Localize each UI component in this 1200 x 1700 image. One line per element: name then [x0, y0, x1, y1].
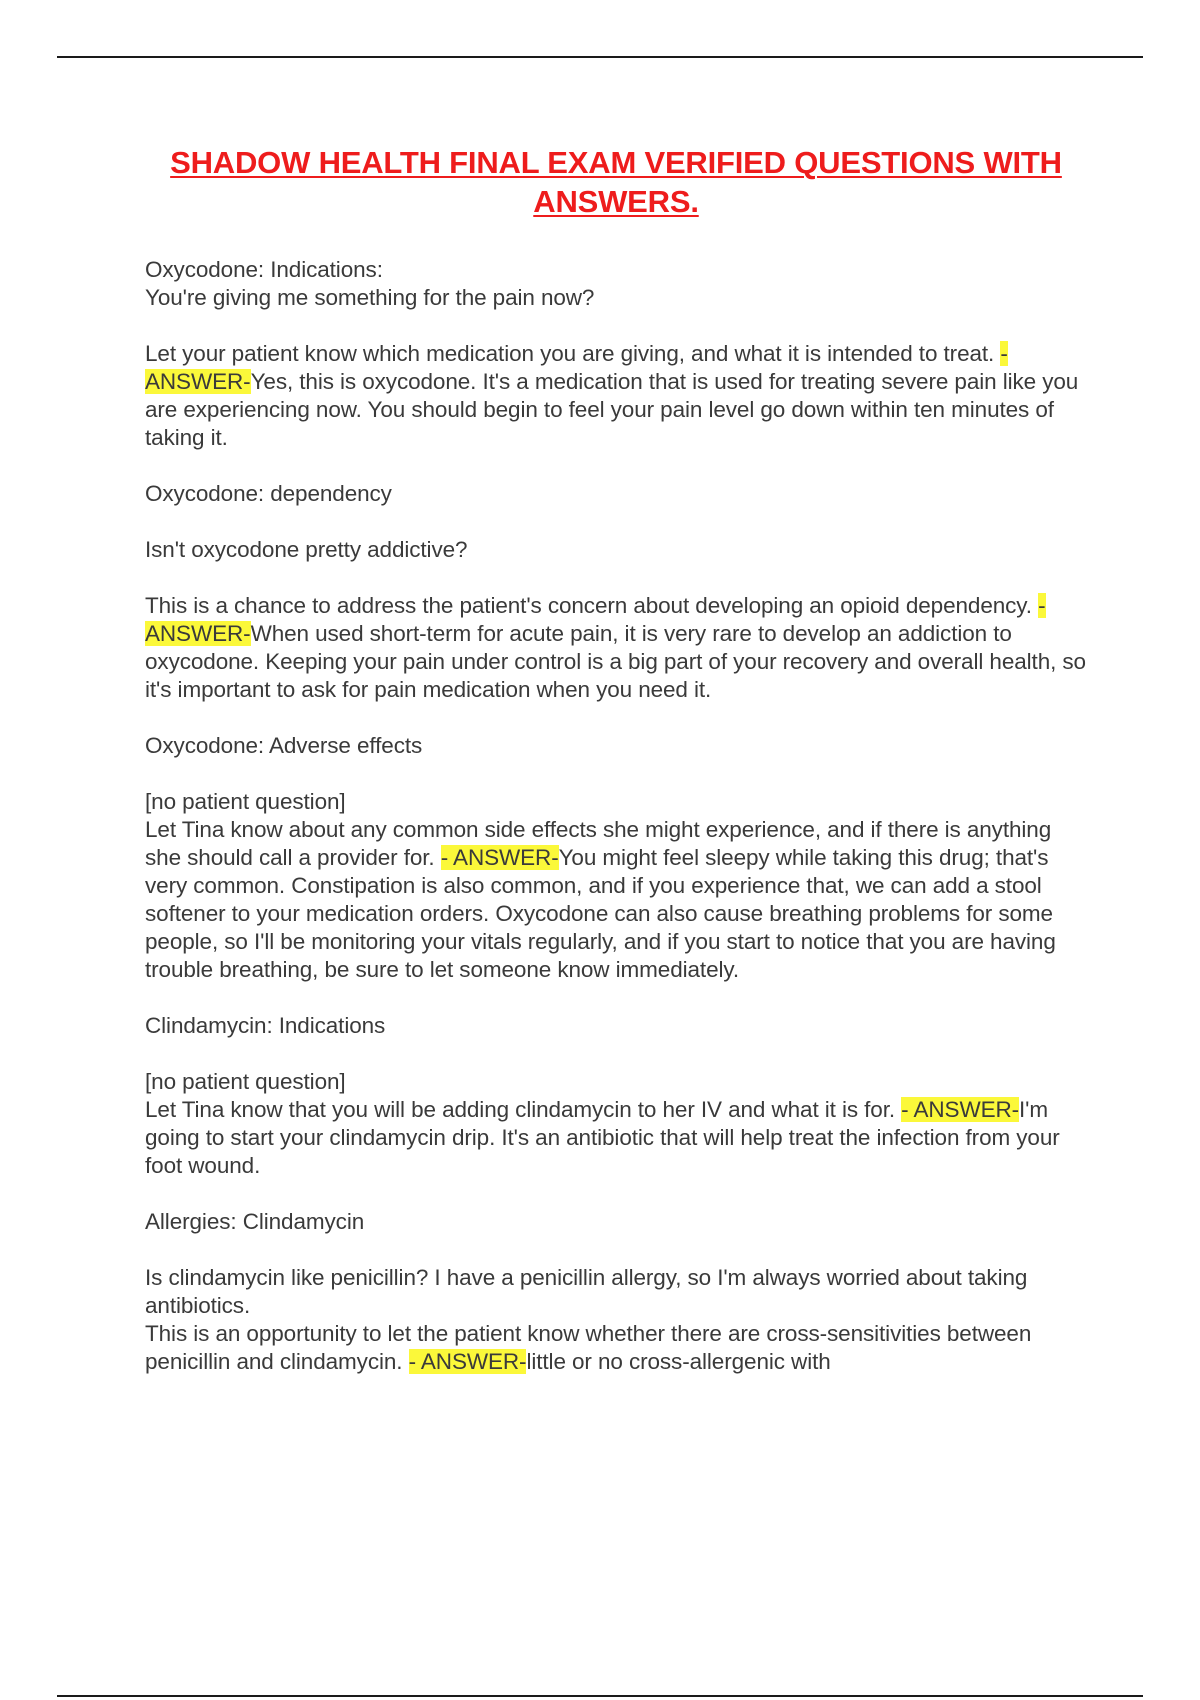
answer-marker: - ANSWER- [901, 1097, 1020, 1122]
answer-text: Yes, this is oxycodone. It's a medication that is used for treating severe pain like you are experiencing now. You should begin to feel your pain level go down within ten minutes of taking it. [145, 369, 1079, 450]
patient-question: [no patient question] [145, 789, 346, 814]
qa-paragraph [145, 592, 1090, 704]
answer-text: When used short-term for acute pain, it is very rare to develop an addiction to oxycodone. Keeping your pain under control is a big part of your recovery and overall health, so it's important to ask for pain medication when you need it. [145, 621, 1086, 702]
section-heading: Oxycodone: Indications: [145, 257, 383, 282]
answer-marker: - ANSWER- [145, 593, 1046, 646]
answer-marker: - ANSWER- [440, 845, 559, 870]
prompt-text: Let Tina know about any common side effects she might experience, and if there is anything she should call a provider for. [145, 817, 1052, 870]
document-title: SHADOW HEALTH FINAL EXAM VERIFIED QUESTIONS WITH ANSWERS. [170, 145, 1062, 219]
patient-question: You're giving me something for the pain now? [145, 285, 595, 310]
document-body [145, 256, 1090, 1404]
answer-marker: - ANSWER- [408, 1349, 527, 1374]
prompt-text: Let Tina know that you will be adding clindamycin to her IV and what it is for. [145, 1097, 896, 1122]
patient-question: [no patient question] [145, 1069, 346, 1094]
answer-marker: - ANSWER- [145, 341, 1008, 394]
patient-question: Is clindamycin like penicillin? I have a penicillin allergy, so I'm always worried about taking antibiotics. [145, 1265, 1028, 1318]
qa-paragraph [145, 1096, 1090, 1180]
qa-paragraph [145, 1320, 1090, 1376]
prompt-text: This is an opportunity to let the patient know whether there are cross-sensitivities between penicillin and clindamycin. [145, 1321, 1032, 1374]
qa-paragraph [145, 340, 1090, 452]
answer-text: I'm going to start your clindamycin drip. It's an antibiotic that will help treat the infection from your foot wound. [145, 1097, 1060, 1178]
section-heading: Oxycodone: Adverse effects [145, 733, 423, 758]
section-heading: Clindamycin: Indications [145, 1013, 386, 1038]
qa-paragraph [145, 816, 1090, 984]
answer-text: You might feel sleepy while taking this drug; that's very common. Constipation is also common, and if you experience that, we can add a stool softener to your medication orders. Oxycodone can also cause breathing problems for some people, so I'll be monitoring your vitals regularly, and if you start to notice that you are having trouble breathing, be sure to let someone know immediately. [145, 845, 1056, 982]
top-rule [57, 56, 1143, 58]
patient-question: Isn't oxycodone pretty addictive? [145, 537, 468, 562]
section-heading: Oxycodone: dependency [145, 481, 392, 506]
bottom-rule [57, 1695, 1143, 1697]
prompt-text: Let your patient know which medication you are giving, and what it is intended to treat. [145, 341, 995, 366]
prompt-text: This is a chance to address the patient's concern about developing an opioid dependency. [145, 593, 1032, 618]
answer-text: little or no cross-allergenic with [526, 1349, 831, 1374]
section-heading: Allergies: Clindamycin [145, 1209, 365, 1234]
